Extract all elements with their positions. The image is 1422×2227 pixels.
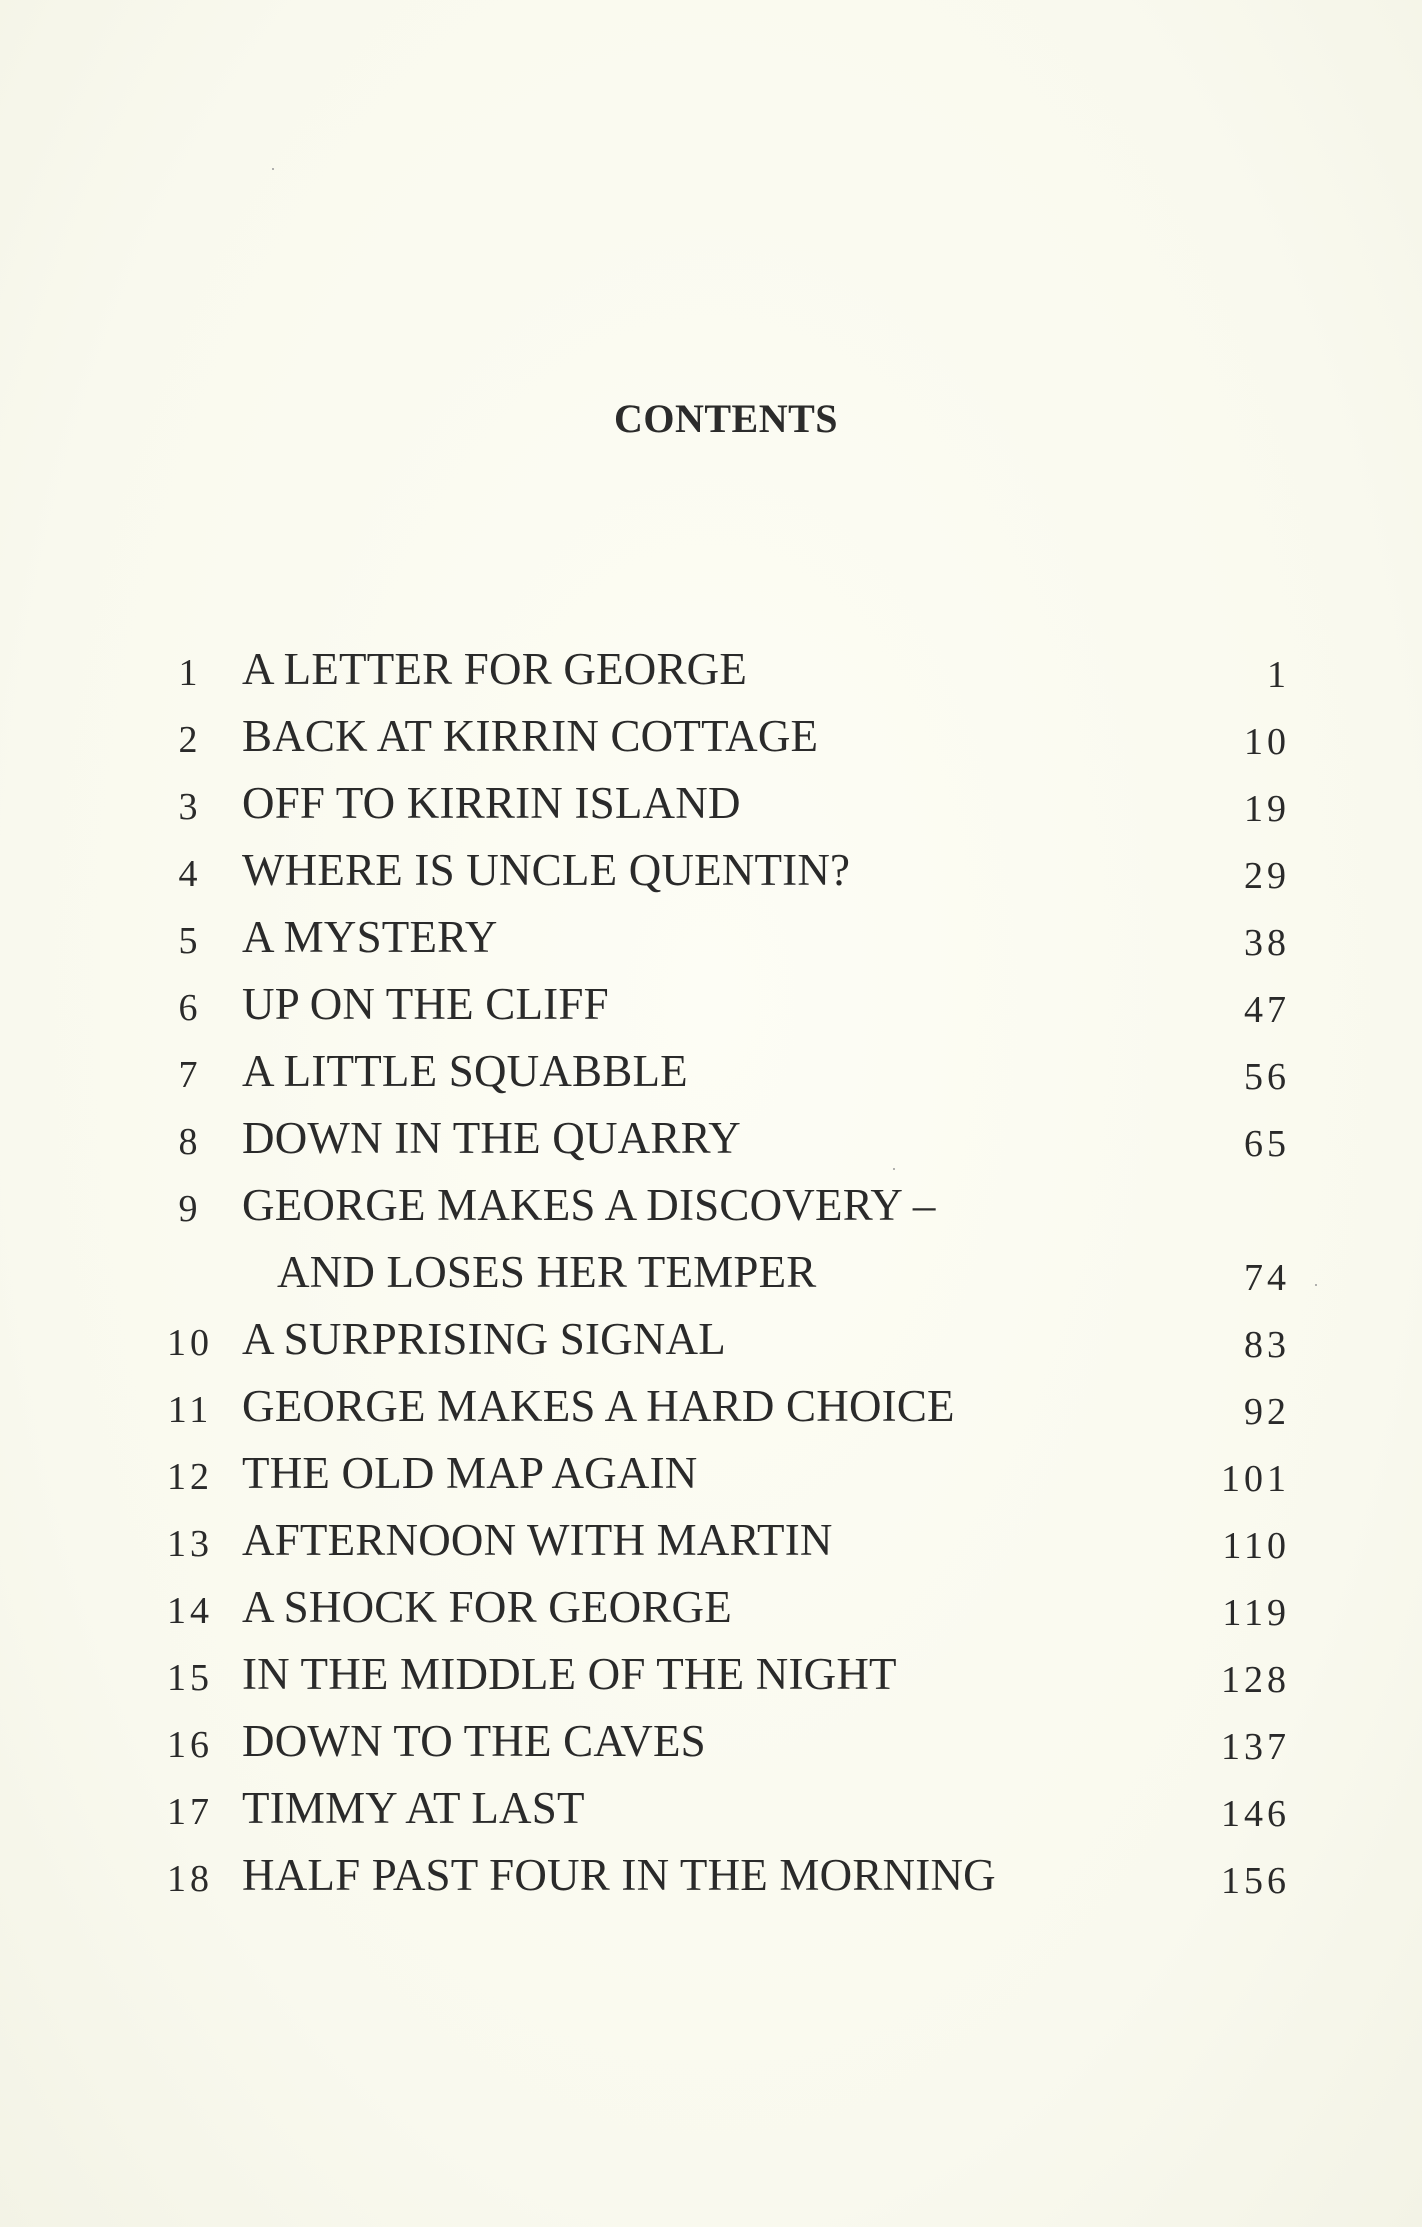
chapter-number: 17 bbox=[167, 1791, 213, 1833]
toc-entry bbox=[160, 703, 1290, 770]
chapter-number: 15 bbox=[167, 1657, 213, 1699]
chapter-number: 12 bbox=[167, 1456, 213, 1498]
chapter-number: 6 bbox=[178, 987, 202, 1029]
toc-entry bbox=[160, 1641, 1290, 1708]
chapter-page-number: 110 bbox=[1222, 1525, 1290, 1567]
chapter-page-number: 137 bbox=[1221, 1726, 1290, 1768]
table-of-contents bbox=[160, 636, 1290, 1909]
chapter-title: TIMMY AT LAST bbox=[242, 1783, 585, 1833]
chapter-title: DOWN TO THE CAVES bbox=[242, 1716, 706, 1766]
chapter-title: WHERE IS UNCLE QUENTIN? bbox=[242, 845, 851, 895]
chapter-number: 1 bbox=[178, 652, 202, 694]
toc-entry bbox=[160, 1306, 1290, 1373]
chapter-page-number: 92 bbox=[1244, 1391, 1290, 1433]
chapter-title: A MYSTERY bbox=[242, 912, 498, 962]
toc-entry bbox=[160, 1038, 1290, 1105]
chapter-number: 11 bbox=[167, 1389, 213, 1431]
toc-entry-continuation bbox=[160, 1239, 1290, 1306]
chapter-page-number: 29 bbox=[1244, 855, 1290, 897]
chapter-page-number: 19 bbox=[1244, 788, 1290, 830]
contents-heading: CONTENTS bbox=[613, 396, 839, 441]
chapter-title: UP ON THE CLIFF bbox=[242, 979, 609, 1029]
chapter-number: 7 bbox=[178, 1054, 202, 1096]
toc-entry bbox=[160, 1507, 1290, 1574]
chapter-number: 3 bbox=[178, 786, 202, 828]
chapter-title: THE OLD MAP AGAIN bbox=[242, 1448, 698, 1498]
chapter-number: 9 bbox=[178, 1188, 202, 1230]
toc-entry bbox=[160, 1574, 1290, 1641]
chapter-page-number: 156 bbox=[1221, 1860, 1290, 1902]
toc-entry bbox=[160, 1708, 1290, 1775]
chapter-page-number: 146 bbox=[1221, 1793, 1290, 1835]
chapter-page-number: 101 bbox=[1221, 1458, 1290, 1500]
chapter-page-number: 119 bbox=[1222, 1592, 1290, 1634]
chapter-number: 13 bbox=[167, 1523, 213, 1565]
chapter-title: GEORGE MAKES A HARD CHOICE bbox=[242, 1381, 955, 1431]
chapter-title: A SURPRISING SIGNAL bbox=[242, 1314, 726, 1364]
chapter-page-number: 83 bbox=[1244, 1324, 1290, 1366]
chapter-number: 10 bbox=[167, 1322, 213, 1364]
toc-entry bbox=[160, 636, 1290, 703]
toc-entry bbox=[160, 1440, 1290, 1507]
chapter-title-continuation: AND LOSES HER TEMPER bbox=[277, 1247, 817, 1297]
chapter-page-number: 128 bbox=[1221, 1659, 1290, 1701]
chapter-page-number: 56 bbox=[1244, 1056, 1290, 1098]
paper-speck bbox=[1315, 1284, 1317, 1286]
chapter-title: A LETTER FOR GEORGE bbox=[242, 644, 748, 694]
toc-entry bbox=[160, 1373, 1290, 1440]
toc-entry bbox=[160, 1842, 1290, 1909]
chapter-title: A LITTLE SQUABBLE bbox=[242, 1046, 688, 1096]
chapter-number: 16 bbox=[167, 1724, 213, 1766]
toc-entry bbox=[160, 904, 1290, 971]
paper-speck bbox=[272, 168, 274, 170]
chapter-page-number: 47 bbox=[1244, 989, 1290, 1031]
chapter-title: IN THE MIDDLE OF THE NIGHT bbox=[242, 1649, 897, 1699]
chapter-number: 18 bbox=[167, 1858, 213, 1900]
chapter-page-number: 74 bbox=[1244, 1257, 1290, 1299]
chapter-page-number: 38 bbox=[1244, 922, 1290, 964]
toc-entry bbox=[160, 837, 1290, 904]
toc-entry bbox=[160, 1172, 1290, 1239]
chapter-title: GEORGE MAKES A DISCOVERY – bbox=[242, 1180, 936, 1230]
chapter-number: 2 bbox=[178, 719, 202, 761]
toc-entry bbox=[160, 770, 1290, 837]
chapter-page-number: 1 bbox=[1267, 654, 1290, 696]
toc-entry bbox=[160, 1105, 1290, 1172]
chapter-number: 14 bbox=[167, 1590, 213, 1632]
chapter-number: 5 bbox=[178, 920, 202, 962]
chapter-page-number: 65 bbox=[1244, 1123, 1290, 1165]
chapter-number: 8 bbox=[178, 1121, 202, 1163]
toc-entry bbox=[160, 971, 1290, 1038]
chapter-number: 4 bbox=[178, 853, 202, 895]
chapter-title: AFTERNOON WITH MARTIN bbox=[242, 1515, 833, 1565]
chapter-title: BACK AT KIRRIN COTTAGE bbox=[242, 711, 819, 761]
chapter-page-number: 10 bbox=[1244, 721, 1290, 763]
chapter-title: DOWN IN THE QUARRY bbox=[242, 1113, 741, 1163]
chapter-title: HALF PAST FOUR IN THE MORNING bbox=[242, 1850, 996, 1900]
chapter-title: A SHOCK FOR GEORGE bbox=[242, 1582, 732, 1632]
toc-entry bbox=[160, 1775, 1290, 1842]
chapter-title: OFF TO KIRRIN ISLAND bbox=[242, 778, 741, 828]
